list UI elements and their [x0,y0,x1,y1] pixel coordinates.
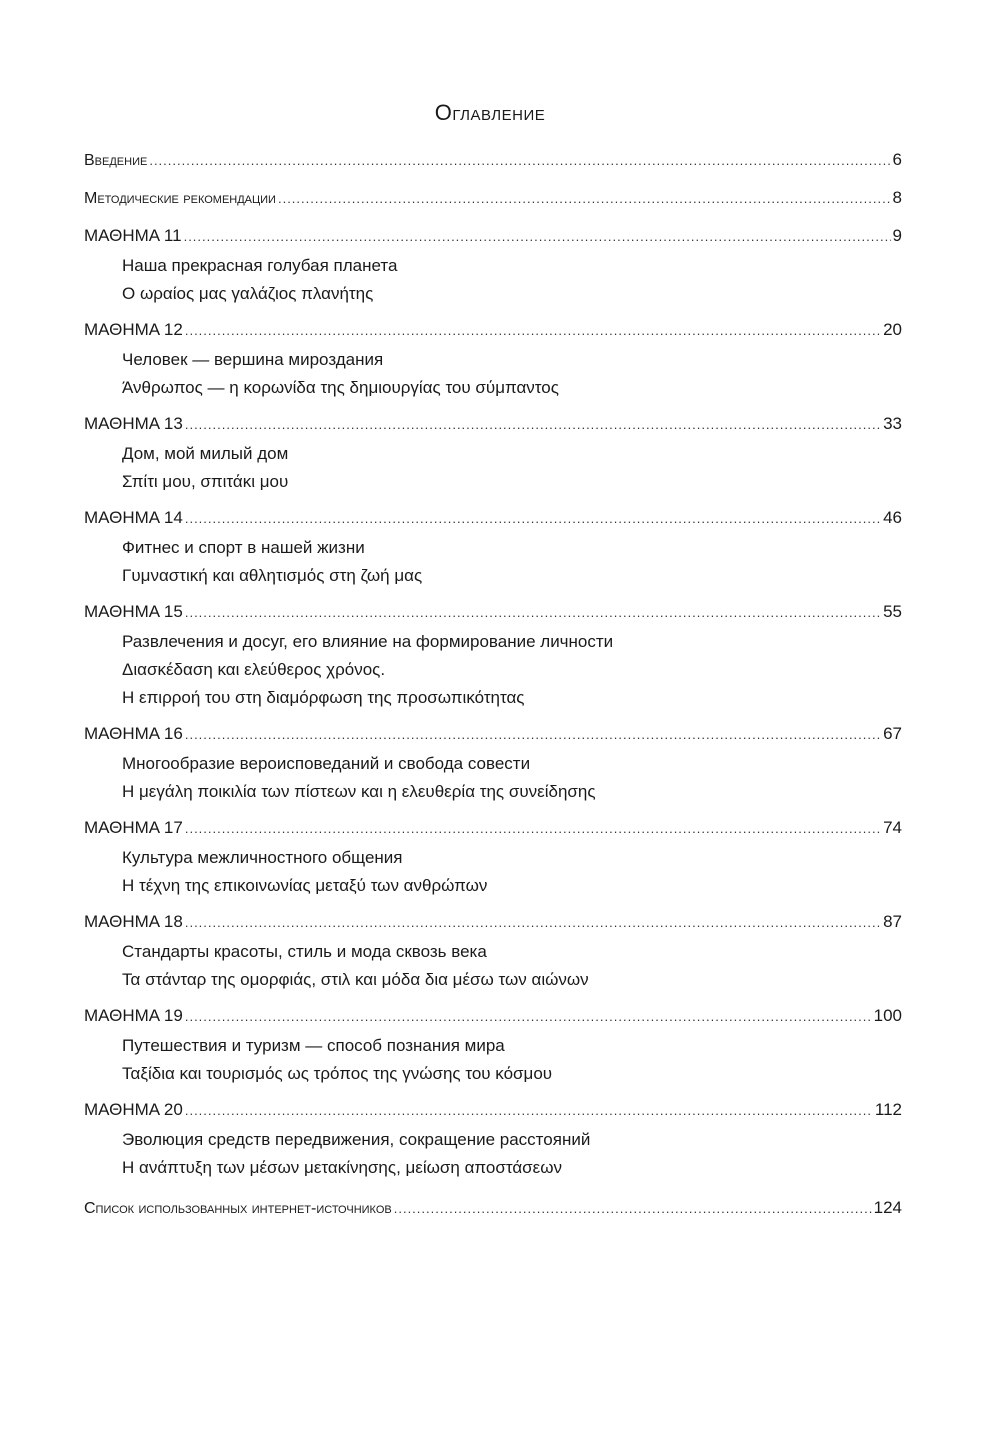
toc-entry-label: ΜΑΘΗΜΑ 15 [84,602,183,621]
toc-entry-label: ΜΑΘΗΜΑ 12 [84,320,183,339]
toc-page-number: 55 [883,602,902,621]
toc-entry-lesson[interactable] [84,502,902,534]
toc-page-number: 33 [883,414,902,433]
toc-page-number: 74 [883,818,902,837]
toc-page-number: 124 [873,1198,902,1217]
toc-entry-label: ΜΑΘΗΜΑ 17 [84,818,183,837]
toc-lesson-subtitle: Путешествия и туризм — способ познания мира [122,1036,505,1055]
dot-leader [185,315,881,347]
toc-entry-lesson[interactable] [84,314,902,346]
dot-leader [149,145,890,177]
toc-lesson-subtitle: Ο ωραίος μας γαλάζιος πλανήτης [122,284,374,303]
toc-lesson-subtitle: Фитнес и спорт в нашей жизни [122,538,365,557]
toc-entry-label: ΜΑΘΗΜΑ 13 [84,414,183,433]
toc-lesson-group [84,408,902,496]
toc-lesson-group [84,812,902,900]
toc-entries [84,144,902,1224]
toc-lesson-subtitle: Ταξίδια και τουρισμός ως τρόπος της γνώσης του κόσμου [122,1064,553,1083]
toc-page-number: 6 [892,150,902,169]
toc-entry-lesson[interactable] [84,812,902,844]
toc-entry-label: ΜΑΘΗΜΑ 19 [84,1006,183,1025]
toc-entry-lesson[interactable] [84,408,902,440]
toc-lessons [84,220,902,1182]
toc-entry-label: Список использованных интернет-источников [84,1200,392,1217]
toc-lesson-group [84,314,902,402]
dot-leader [185,409,881,441]
toc-lesson-group [84,718,902,806]
dot-leader [278,183,891,215]
toc-lesson-subtitle: Человек — вершина мироздания [122,350,384,369]
toc-lesson-subtitle: Η τέχνη της επικοινωνίας μεταξύ των ανθρώπων [122,876,488,895]
toc-lesson-group [84,1094,902,1182]
toc-lesson-subtitle: Τα στάνταρ της ομορφιάς, στιλ και μόδα δια μέσω των αιώνων [122,970,589,989]
toc-entry-label: ΜΑΘΗΜΑ 11 [84,226,182,245]
toc-lesson-subtitle: Άνθρωπος — η κορωνίδα της δημιουργίας του σύμπαντος [122,378,559,397]
toc-lesson-subtitle: Стандарты красоты, стиль и мода сквозь века [122,942,487,961]
toc-page-number: 46 [883,508,902,527]
dot-leader [394,1193,872,1225]
toc-page-number: 8 [892,188,902,207]
dot-leader [185,1001,872,1033]
toc-title: Оглавление [434,100,546,125]
toc-entry-lesson[interactable] [84,1094,902,1126]
toc-entry-sources[interactable] [84,1192,902,1224]
toc-lesson-subtitle: Η επιρροή του στη διαμόρφωση της προσωπικότητας [122,688,525,707]
toc-entry-label: ΜΑΘΗΜΑ 16 [84,724,183,743]
toc-entry-lesson[interactable] [84,718,902,750]
toc-entry-label: Методические рекомендации [84,190,276,207]
toc-lesson-subtitle: Γυμναστική και αθλητισμός στη ζωή μας [122,566,423,585]
dot-leader [185,1095,873,1127]
toc-lesson-subtitle: Σπίτι μου, σπιτάκι μου [122,472,289,491]
toc-lesson-subtitle: Многообразие вероисповеданий и свобода совести [122,754,531,773]
toc-entry-label: ΜΑΘΗΜΑ 14 [84,508,183,527]
toc-lesson-subtitle: Η μεγάλη ποικιλία των πίστεων και η ελευθερία της συνείδησης [122,782,596,801]
toc-lesson-subtitle: Η ανάπτυξη των μέσων μετακίνησης, μείωση αποστάσεων [122,1158,563,1177]
toc-entry-lesson[interactable] [84,906,902,938]
toc-entry-intro[interactable] [84,144,902,176]
toc-page-number: 87 [883,912,902,931]
toc-entry-lesson[interactable] [84,1000,902,1032]
toc-entry-methods[interactable] [84,182,902,214]
toc-page-number: 100 [873,1006,902,1025]
toc-lesson-group [84,1000,902,1088]
dot-leader [185,719,881,751]
toc-lesson-group [84,220,902,308]
toc-lesson-group [84,502,902,590]
dot-leader [185,813,881,845]
toc-page-number: 67 [883,724,902,743]
dot-leader [185,907,881,939]
toc-lesson-subtitle: Эволюция средств передвижения, сокращение расстояний [122,1130,591,1149]
dot-leader [184,221,891,253]
toc-lesson-subtitle: Культура межличностного общения [122,848,403,867]
toc-page-number: 112 [874,1100,902,1119]
toc-page-number: 20 [883,320,902,339]
toc-lesson-subtitle: Дом, мой милый дом [122,444,289,463]
dot-leader [185,503,881,535]
toc-lesson-subtitle: Наша прекрасная голубая планета [122,256,398,275]
toc-entry-lesson[interactable] [84,596,902,628]
toc-lesson-subtitle: Развлечения и досуг, его влияние на формирование личности [122,632,614,651]
toc-page-number: 9 [892,226,902,245]
toc-entry-label: ΜΑΘΗΜΑ 20 [84,1100,183,1119]
toc-entry-lesson[interactable] [84,220,902,252]
toc-entry-label: ΜΑΘΗΜΑ 18 [84,912,183,931]
toc-lesson-subtitle: Διασκέδαση και ελεύθερος χρόνος. [122,660,386,679]
toc-lesson-group [84,596,902,712]
toc-lesson-group [84,906,902,994]
toc-entry-label: Введение [84,152,148,169]
dot-leader [185,597,881,629]
